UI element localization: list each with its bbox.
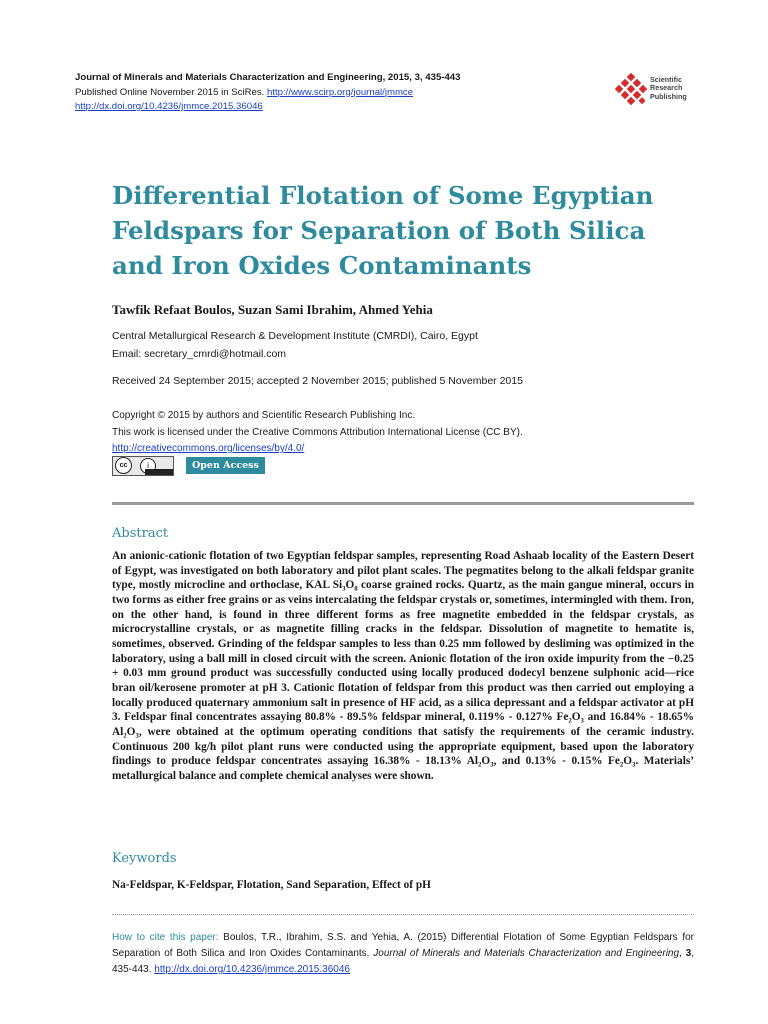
citation-label: How to cite this paper: — [112, 932, 219, 943]
authors: Tawfik Refaat Boulos, Suzan Sami Ibrahim, Ahmed Yehia — [112, 302, 433, 317]
paper-title: Differential Flotation of Some Egyptian Feldspars for Separation of Both Silica and Iron Oxides Contaminants — [112, 181, 654, 280]
copyright-block — [112, 408, 523, 458]
abstract-text: An anionic-cationic flotation of two Egyptian feldspar samples, representing Road Ashaab locality of the Eastern Desert of Egypt, was investigated on both laboratory and pilot plant scales. The pegmatites belong to the alkali feldspar granite type, mostly microcline and orthoclase, KAL Si₃O₈ coarse grained rocks. Quartz, as the main gangue mineral, occurs in two forms as either free grains or as veins intercalating the feldspar crystals or, sometimes, intermingled with them. Iron, on the other hand, is found in three different forms as free magnetite embedded in the feldspar crystals, as microcrystalline crystals, or as magnetite filling cracks in the feldspar. Dissolution of magnetite to hematite is, sometimes, observed. Grinding of the feldspar samples to less than 0.25 mm followed by desliming was optimized in the laboratory, using a ball mill in closed circuit with the screen. Anionic flotation of the iron oxide impurity from the −0.25 + 0.03 mm ground product was successfully conducted using locally produced dodecyl benzene sulphonic acid—rice bran oil/kerosene promoter at pH 3. Cationic flotation of feldspar from this product was then carried out employing a locally produced quaternary ammonium salt in presence of HF acid, as a silica depressant and a feldspar activator at pH 3. Feldspar final concentrates assaying 80.8% - 89.5% feldspar mineral, 0.119% - 0.127% Fe₂O₃ and 16.84% - 18.65% Al₂O₃, were obtained at the optimum operating conditions that satisfy the requirements of the ceramic industry. Continuous 200 kg/h pilot plant runs were conducted using the appropriate equipment, based upon the laboratory findings to produce feldspar concentrates assaying 16.38% - 18.13% Al₂O₃, and 0.13% - 0.15% Fe₂O₃. Materials’ metallurgical balance and complete chemical analyses were shown. — [112, 550, 694, 782]
license-line: This work is licensed under the Creative Commons Attribution International License (CC BY). — [112, 426, 523, 438]
logo-line-3: Publishing — [650, 91, 687, 101]
affiliation: Central Metallurgical Research & Development Institute (CMRDI), Cairo, Egypt — [112, 330, 478, 342]
logo-text — [650, 76, 687, 101]
license-link[interactable]: http://creativecommons.org/licenses/by/4.0/ — [112, 443, 305, 454]
published-prefix: Published Online November 2015 in SciRes. — [75, 86, 267, 98]
affiliation-block — [112, 327, 478, 363]
journal-citation-line: Journal of Minerals and Materials Characterization and Engineering, 2015, 3, 435-443 — [75, 72, 461, 83]
section-divider — [112, 502, 694, 505]
keywords-text: Na-Feldspar, K-Feldspar, Flotation, Sand Separation, Effect of pH — [112, 879, 431, 891]
citation-journal: Journal of Minerals and Materials Characterization and Engineering — [373, 948, 680, 959]
citation-block — [112, 930, 694, 978]
citation-divider — [112, 914, 694, 915]
journal-url-link[interactable]: http://www.scirp.org/journal/jmmce — [266, 86, 414, 98]
email: Email: secretary_cmrdi@hotmail.com — [112, 348, 287, 360]
abstract-heading: Abstract — [112, 526, 169, 541]
citation-volume: 3 — [685, 948, 692, 959]
creative-commons-icon: cc — [115, 457, 132, 474]
logo-line-2: Research — [650, 83, 683, 93]
open-access-badge: Open Access — [186, 457, 265, 474]
keywords-heading: Keywords — [112, 851, 177, 866]
citation-text: Boulos, T.R., Ibrahim, S.S. and Yehia, A. (2015) Differential Flotation of Some Egyptian Feldspars for Separation of Both Silica and Iron Oxides Contaminants. — [112, 932, 694, 959]
citation-doi-link[interactable]: http://dx.doi.org/10.4236/jmmce.2015.36046 — [154, 964, 350, 975]
copyright-line: Copyright © 2015 by authors and Scientific Research Publishing Inc. — [112, 410, 416, 421]
cc-by-badge[interactable] — [112, 456, 174, 476]
dates: Received 24 September 2015; accepted 2 November 2015; published 5 November 2015 — [112, 375, 523, 387]
attribution-icon: i — [140, 458, 156, 474]
license-badges — [112, 456, 265, 475]
citation-comma: , — [679, 948, 686, 959]
badge-bar — [145, 469, 173, 475]
citation-pages: , 435-443. — [112, 948, 695, 975]
published-line — [75, 86, 460, 101]
journal-header — [75, 71, 460, 115]
logo-line-1: Scientific — [650, 75, 682, 84]
doi-link[interactable]: http://dx.doi.org/10.4236/jmmce.2015.36046 — [75, 101, 263, 112]
